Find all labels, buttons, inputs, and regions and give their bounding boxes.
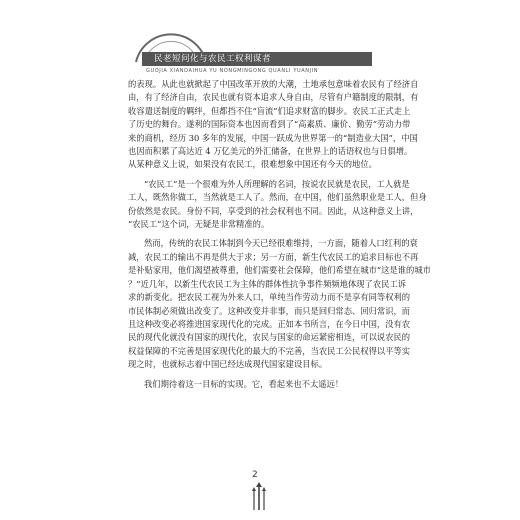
header-band: 民老短问化与农民工权利谋者	[142, 52, 372, 66]
text-line: 市民体制必须做出改变了。这种改变并非事，而只是回归常态、回归常识，而	[128, 305, 411, 316]
page-number: 2	[252, 470, 258, 480]
page-ornament-icon	[244, 482, 274, 512]
text-line: ？”近几年，以新生代农民工为主体的群体性抗争事件频频地体现了农民工诉	[128, 278, 407, 289]
body-text	[128, 78, 431, 391]
text-line: 来的商机，经历 30 多年的发展，中国一跃成为世界第一的“制造业大国”，中国	[128, 132, 418, 143]
paragraph-2	[128, 178, 427, 232]
header-subtitle: GUOJIA XIANDAIHUA YU NONGMINGONG QUANLI YUANJIN	[146, 68, 319, 74]
text-line: 了历史的舞台。遂利的国际资本也因而看到了“高素质、廉价、勤劳”劳动力带	[128, 119, 411, 130]
text-line: “农民工”这个词，无疑是非常精准的。	[128, 219, 270, 230]
text-line: 也因而积累了高达近 4 万亿美元的外汇储备，在世界上的话语权也与日俱增。	[128, 146, 413, 157]
text-line: “农民工”是一个很难为外人所理解的名词，按说农民就是农民，工人就是	[144, 178, 410, 189]
paragraph-3	[128, 237, 431, 371]
text-line: 求的新变化。把农民工视为外来人口，单纯当作劳动力而不是享有同等权利的	[128, 292, 411, 303]
text-line: 从某种意义上说，如果没有农民工，很难想象中国还有今天的地位。	[128, 159, 377, 170]
text-line: 是补贴家用，他们渴望被尊重，他们需要社会保障，他们希望在城市“这是谁的城市	[128, 265, 431, 276]
text-line: 份依然是农民。身份不同，享受到的社会权利也不同。因此，从这种意义上讲，	[128, 205, 419, 216]
text-line: 由，有了经济自由，农民也就有资本追求人身自由，尽管有户籍制度的限制，有	[128, 92, 419, 103]
text-line: 民的现代化就没有国家的现代化，农民与国家的命运紧密相连，可以说农民的	[128, 332, 411, 343]
text-line: 权益保障的不完善是国家现代化的最大的不完善，当农民工公民权得以平等实	[128, 345, 411, 356]
text-line: 我们期待着这一目标的实现。它，看起来也不太遥远！	[144, 378, 344, 389]
paragraph-4	[128, 378, 394, 391]
paragraph-1	[128, 78, 419, 172]
text-line: 减，农民工的输出不再是供大于求；另一方面，新生代农民工的追求目标也不再	[128, 251, 419, 262]
text-line: 收容遣送制度的羁绊，但都挡不住“盲流”们追求财富的脚步。农民工正式走上	[128, 105, 411, 116]
text-line: 然而，传统的农民工体制到今天已经很难维持，一方面，随着人口红利的衰	[144, 238, 418, 249]
text-line: 现之时，也就标志着中国已经达成现代国家建设目标。	[128, 359, 328, 370]
text-line: 的表现。从此也就掀起了中国改革开放的大潮，土地承包意味着农民有了经济自	[128, 79, 419, 89]
text-line: 工人，既然你做工，当然就是工人了。然而，在中国，他们虽然职业是工人，但身	[128, 192, 427, 203]
text-line: 且这种改变必将推进国家现代化的完成。正如本书所言，在今日中国，没有农	[128, 318, 411, 329]
